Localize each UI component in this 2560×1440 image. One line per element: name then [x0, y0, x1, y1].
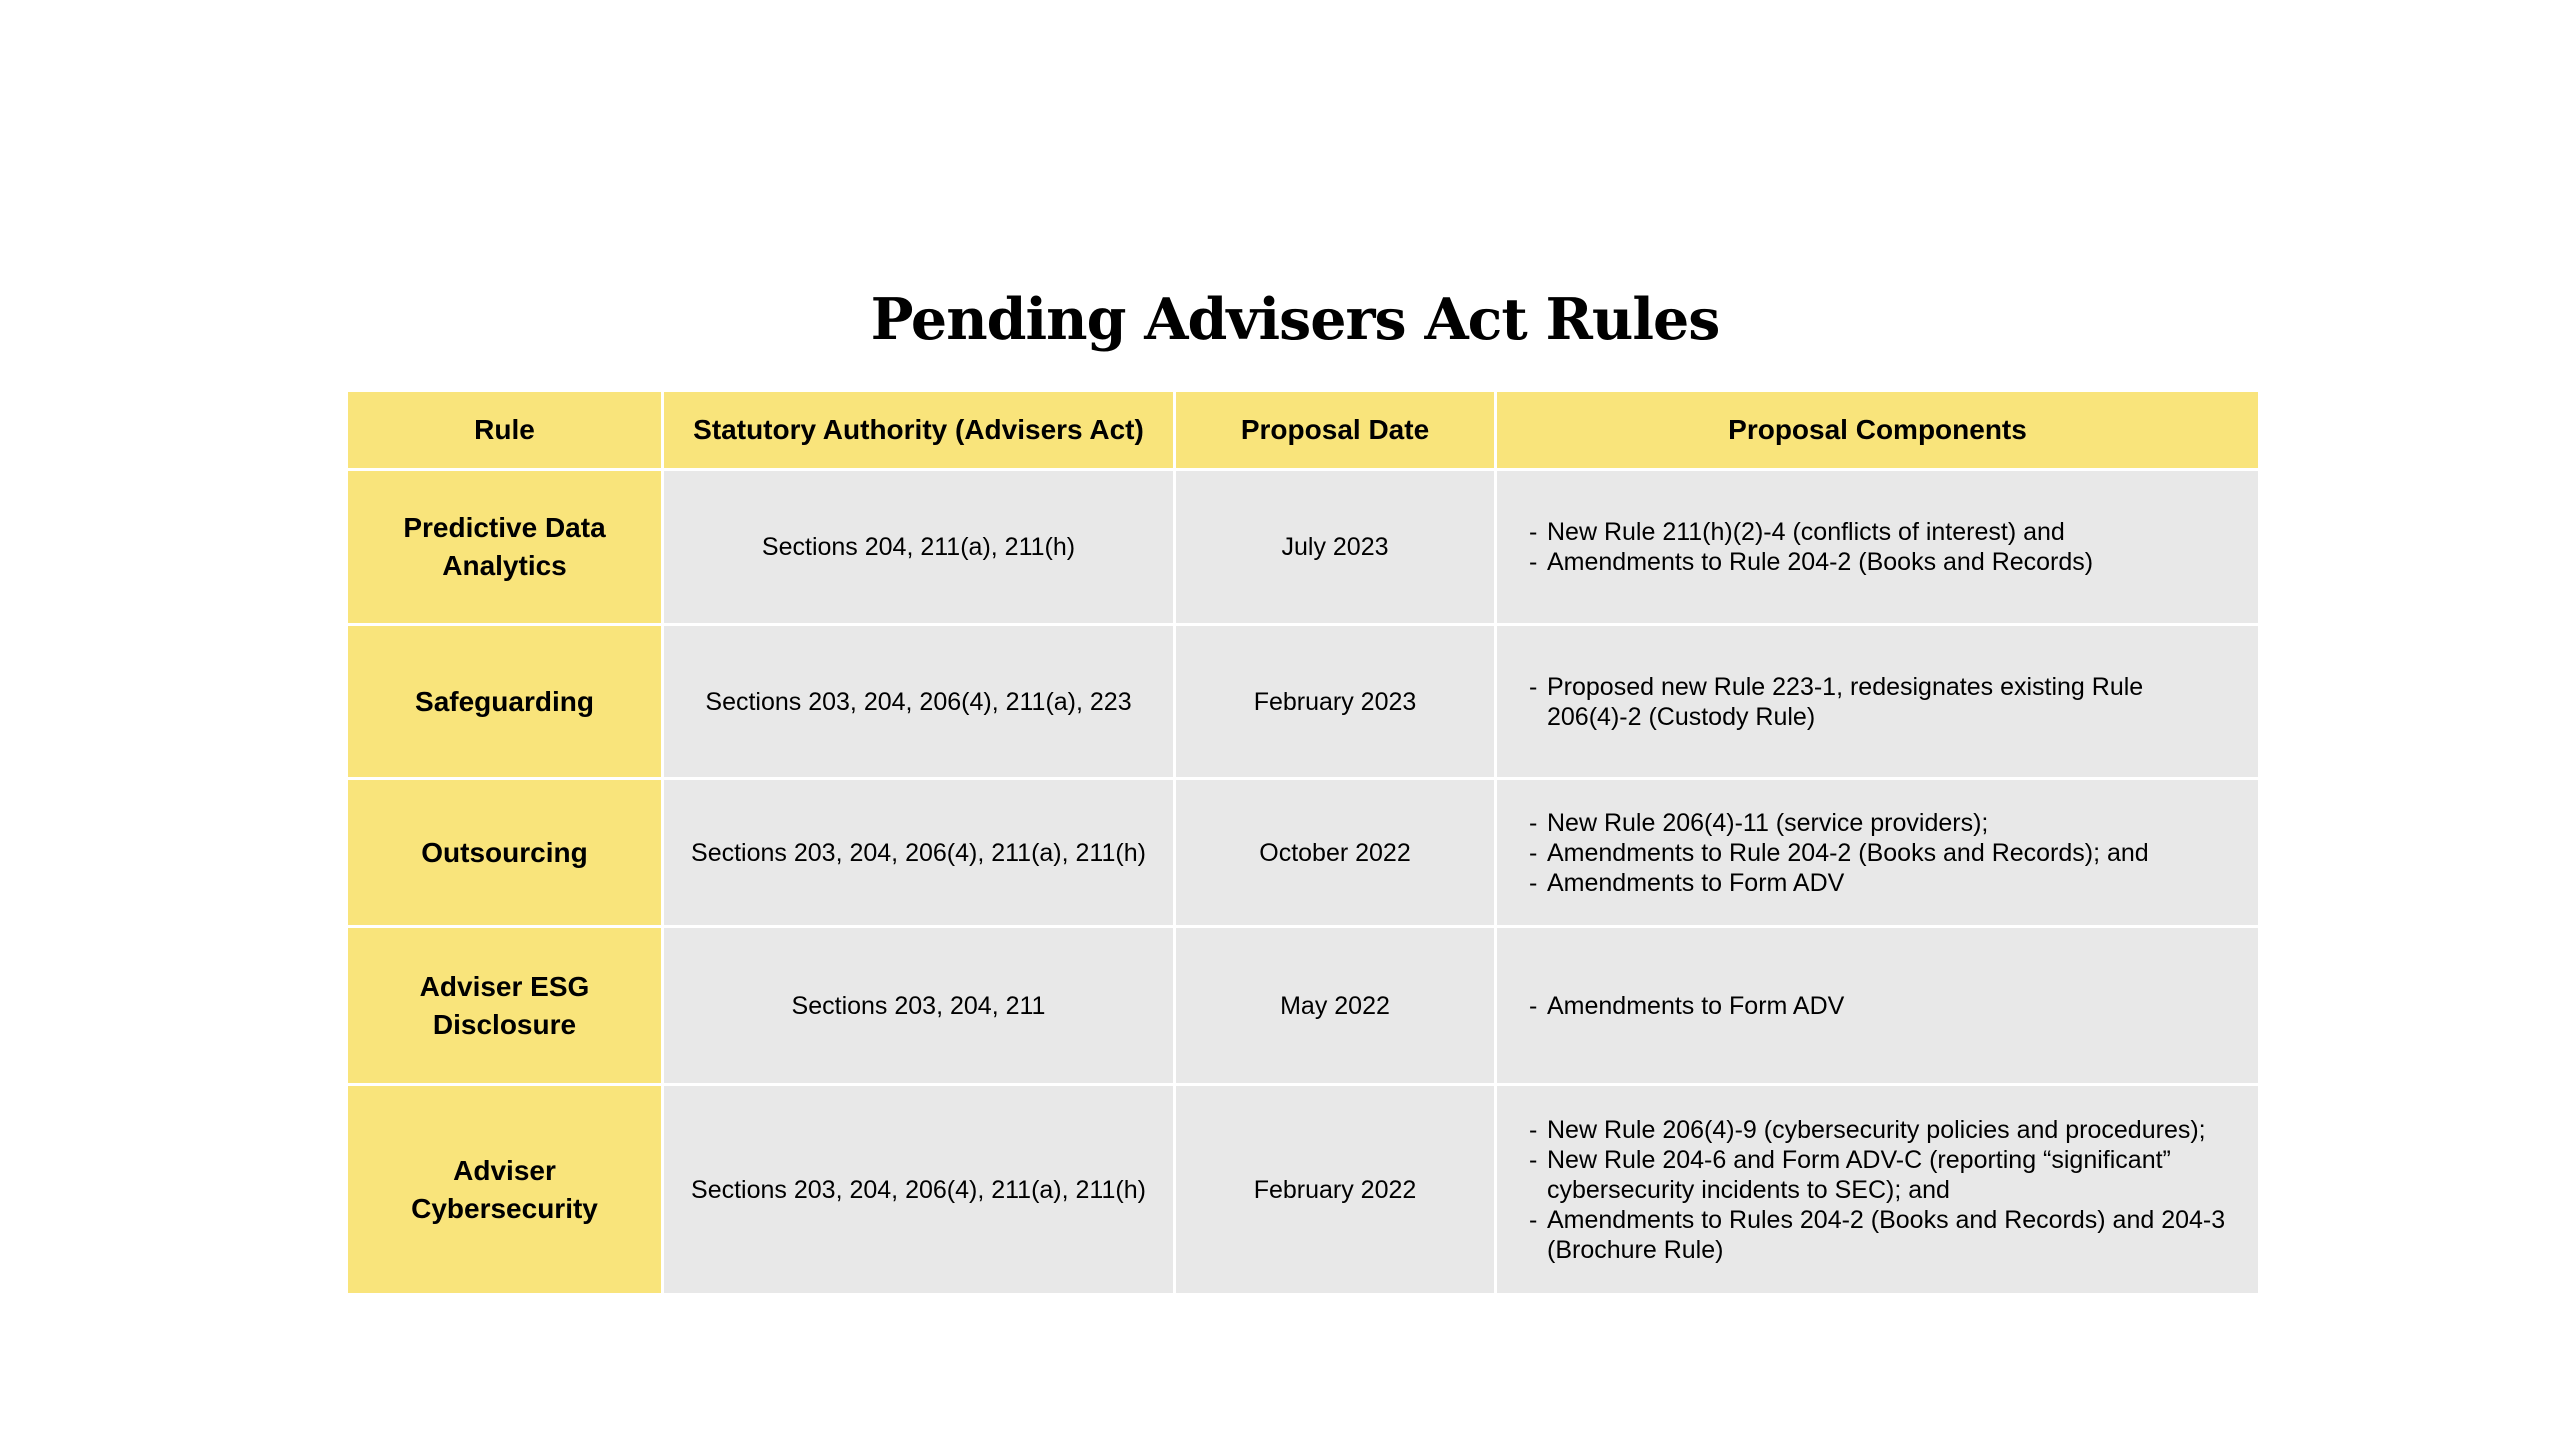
rule-name-cell: Safeguarding — [348, 626, 661, 777]
column-header-rule: Rule — [348, 392, 661, 468]
component-item: - New Rule 206(4)-11 (service providers); — [1529, 808, 2149, 838]
proposal-date-cell: February 2022 — [1176, 1086, 1494, 1293]
proposal-date-cell: February 2023 — [1176, 626, 1494, 777]
column-header-statutory-authority: Statutory Authority (Advisers Act) — [664, 392, 1173, 468]
authority-cell: Sections 203, 204, 206(4), 211(a), 211(h) — [664, 1086, 1173, 1293]
components-cell — [1497, 626, 2258, 777]
authority-cell: Sections 203, 204, 206(4), 211(a), 223 — [664, 626, 1173, 777]
component-item: - Amendments to Rules 204-2 (Books and Records) and 204-3 (Brochure Rule) — [1529, 1205, 2236, 1265]
proposal-date-cell: July 2023 — [1176, 471, 1494, 623]
component-item: - New Rule 206(4)-9 (cybersecurity policies and procedures); — [1529, 1115, 2236, 1145]
column-header-proposal-date: Proposal Date — [1176, 392, 1494, 468]
authority-cell: Sections 203, 204, 206(4), 211(a), 211(h) — [664, 780, 1173, 925]
component-item: - Amendments to Form ADV — [1529, 868, 2149, 898]
authority-cell: Sections 204, 211(a), 211(h) — [664, 471, 1173, 623]
page-title: Pending Advisers Act Rules — [870, 286, 1720, 353]
component-item: - Proposed new Rule 223-1, redesignates existing Rule 206(4)-2 (Custody Rule) — [1529, 672, 2236, 732]
components-list — [1529, 672, 2236, 732]
component-item: - Amendments to Rule 204-2 (Books and Records); and — [1529, 838, 2149, 868]
rule-name-cell: Adviser ESG Disclosure — [348, 928, 661, 1083]
components-cell — [1497, 780, 2258, 925]
proposal-date-cell: October 2022 — [1176, 780, 1494, 925]
rule-name-cell: Outsourcing — [348, 780, 661, 925]
component-item: - New Rule 204-6 and Form ADV-C (reporting “significant” cybersecurity incidents to SEC); and — [1529, 1145, 2236, 1205]
components-list — [1529, 991, 1844, 1021]
component-item: - Amendments to Rule 204-2 (Books and Records) — [1529, 547, 2093, 577]
rules-table — [348, 392, 2249, 1293]
components-cell — [1497, 928, 2258, 1083]
components-cell — [1497, 471, 2258, 623]
authority-cell: Sections 203, 204, 211 — [664, 928, 1173, 1083]
rule-name-cell: Adviser Cybersecurity — [348, 1086, 661, 1293]
components-list — [1529, 808, 2149, 898]
component-item: - Amendments to Form ADV — [1529, 991, 1844, 1021]
components-list — [1529, 517, 2093, 577]
components-list — [1529, 1115, 2236, 1265]
column-header-proposal-components: Proposal Components — [1497, 392, 2258, 468]
proposal-date-cell: May 2022 — [1176, 928, 1494, 1083]
component-item: - New Rule 211(h)(2)-4 (conflicts of interest) and — [1529, 517, 2093, 547]
rule-name-cell: Predictive Data Analytics — [348, 471, 661, 623]
components-cell — [1497, 1086, 2258, 1293]
